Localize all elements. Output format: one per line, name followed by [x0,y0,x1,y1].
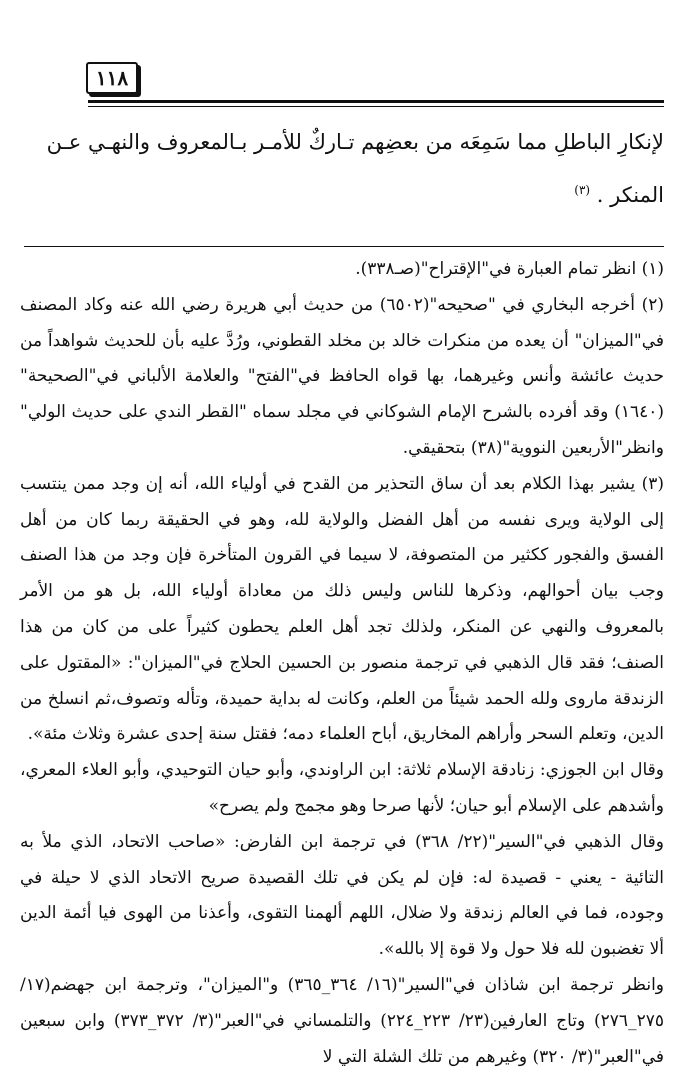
page-number-box [86,62,138,94]
main-line-1: لإنكارِ الباطلِ مما سَمِعَه من بعضِهم تـاركٌ للأمـر بـالمعروف والنهـي عـن [46,130,664,154]
main-text [20,118,664,219]
main-line-2-text: المنكر . [590,183,664,207]
footnote-3-para-4: وانظر ترجمة ابن شاذان في"السير"(١٦/ ٣٦٤_٣٦٥) و"الميزان"، وترجمة ابن جهضم(١٧/ ٢٧٥_٢٧٦) وتاج العارفين(٢٣/ ٢٢٣_٢٢٤) والتلمساني في"العبر"(٣/ ٣٧٢_٣٧٣) وابن سبعين في"العبر"(٣/ ٣٢٠) وغيرهم من تلك الشلة التي لا [20,974,664,1067]
footnote-separator [24,246,664,247]
main-line-2 [20,166,664,219]
footnote-3-para-3: وقال الذهبي في"السير"(٢٢/ ٣٦٨) في ترجمة ابن الفارض: «صاحب الاتحاد، الذي ملأ به التائية - يعني - قصيدة له: فإن لم يكن في تلك القصيدة صريح الاتحاد الذي لا حيلة في وجوده، فما في العالم زندقة ولا ضلال، اللهم ألهمنا التقوى، وأعذنا من الهوى فيا أئمة الدين ألا تغضبون لله فلا حول ولا قوة إلا بالله». [20,831,664,960]
page-number: ١١٨ [95,66,129,90]
footnote-3-para-2: وقال ابن الجوزي: زنادقة الإسلام ثلاثة: ابن الراوندي، وأبو حيان التوحيدي، وأبو العلاء المعري، وأشدهم على الإسلام أبو حيان؛ لأنها صرحا وهو مجمج ولم يصرح» [20,760,664,816]
footnote-1: (١) انظر تمام العبارة في"الإقتراح"(صـ٣٣٨). [355,259,664,279]
footnote-2: (٢) أخرجه البخاري في "صحيحه"(٦٥٠٢) من حديث أبي هريرة رضي الله عنه وكاد المصنف في"الميزان" أن يعده من منكرات خالد بن مخلد القطوني، ورُدَّ عليه بأن للحديث شواهداً من حديث عائشة وأنس وغيرهما، بها قواه الحافظ في"الفتح" والعلامة الألباني في"الصحيحة"(١٦٤٠) وقد أفرده بالشرح الإمام الشوكاني في مجلد سماه "القطر الندي على حديث الولي" وانظر"الأربعين النووية"(٣٨) بتحقيقي. [20,294,664,458]
header-rule [88,100,664,103]
footnote-3: (٣) يشير بهذا الكلام بعد أن ساق التحذير من القدح في أولياء الله، أنه إن وجد ممن ينتسب إلى الولاية ويرى نفسه من أهل الفضل والولاية لله، وهو في الحقيقة ربما كان من أهل الفسق والفجور ككثير من المتصوفة، لا سيما في القرون المتأخرة فإن وجد من هذا الصنف وجب بيان أحوالهم، وذكرها للناس وليس ذلك من معاداة أولياء الله، بل هو من الأمر بالمعروف والنهي عن المنكر، ولذلك تجد أهل العلم يحطون كثيراً على من كان من هذا الصنف؛ فقد قال الذهبي في ترجمة منصور بن الحسين الحلاج في"الميزان": «المقتول على الزندقة ماروى ولله الحمد شيئاً من العلم، وكانت له بداية حميدة، وتأله وتصوف،ثم انسلخ من الدين، وتعلم السحر وأراهم المخاريق، أباح العلماء دمه؛ فقتل سنة إحدى عشرة وثلاث مئة». [20,473,664,745]
footnotes [20,252,664,1075]
header-rule-thin [88,106,664,107]
footnote-ref-3: (٣) [574,183,591,197]
